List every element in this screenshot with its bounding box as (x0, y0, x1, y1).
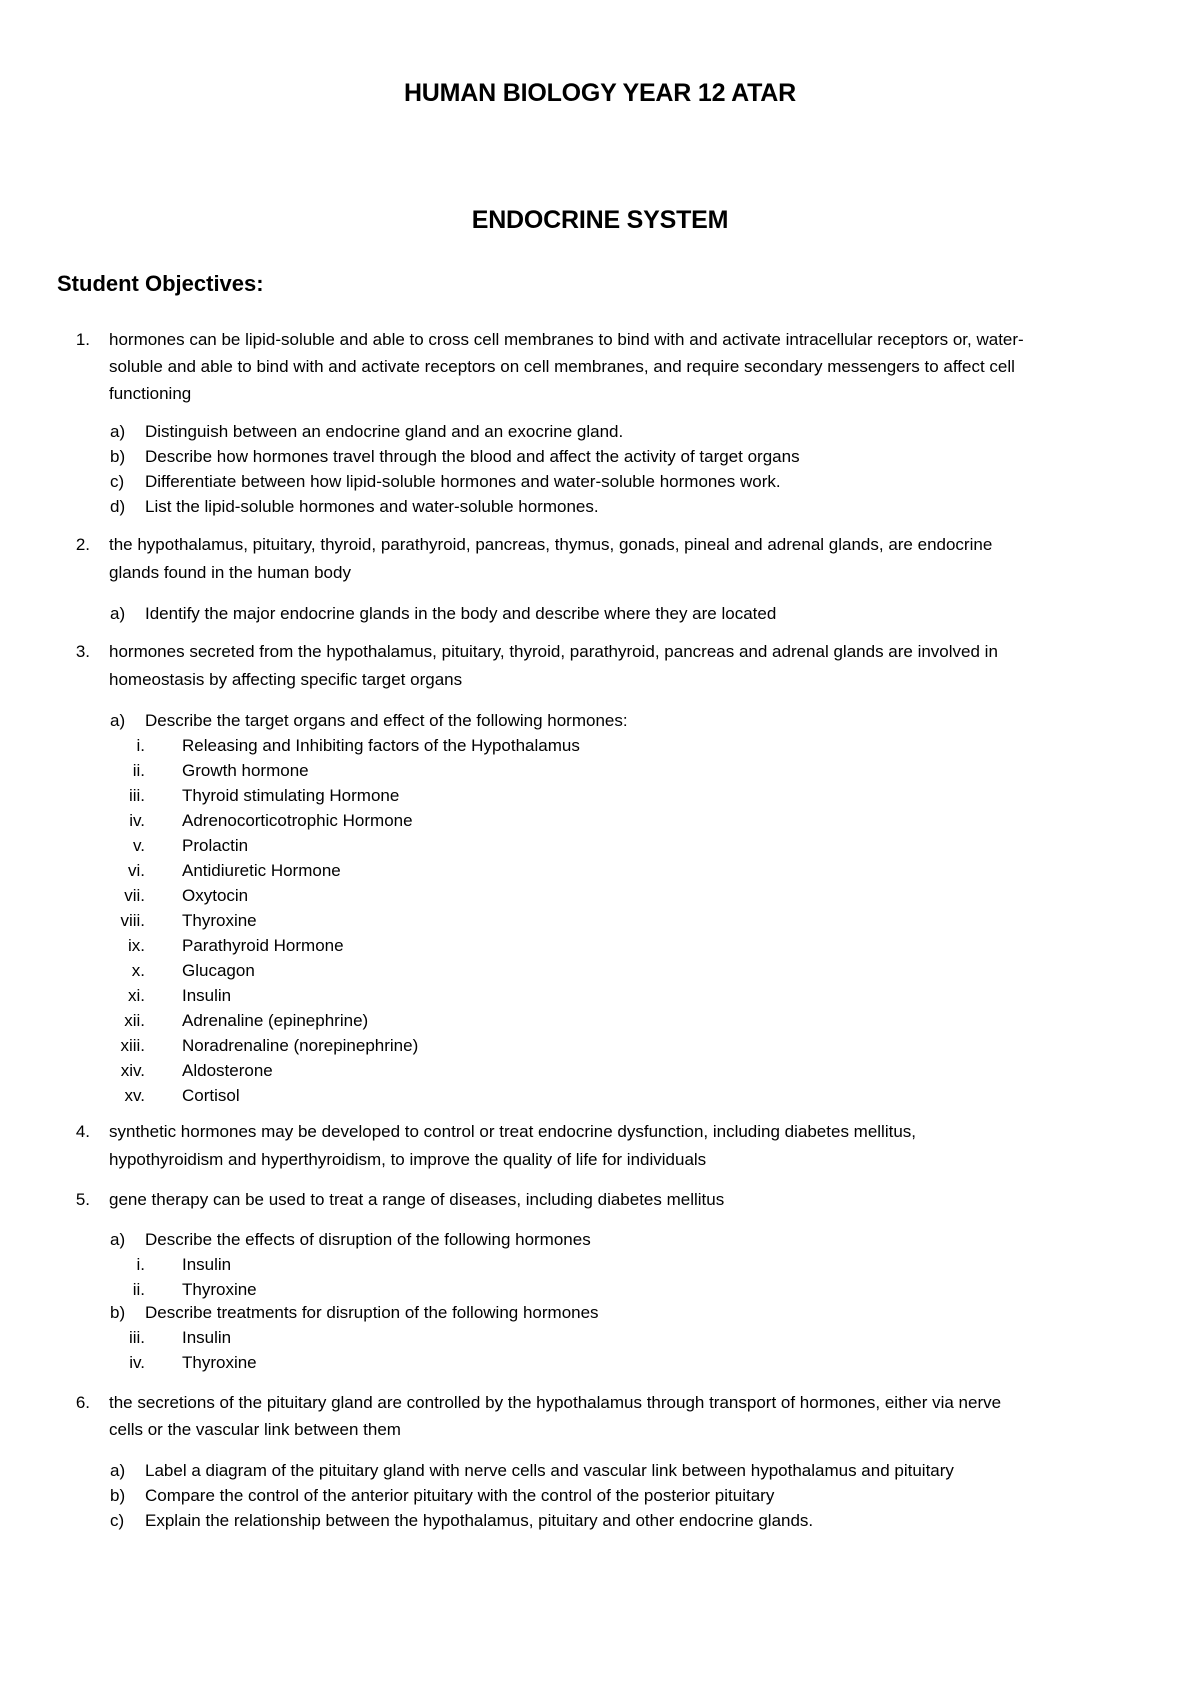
sub-item-text: Describe treatments for disruption of the following hormones (145, 1303, 599, 1322)
objective-text-line: the secretions of the pituitary gland are controlled by the hypothalamus through transport of hormones, either via nerve (109, 1393, 1002, 1412)
sub-item-letter: b) (110, 447, 126, 466)
sub-item-letter: d) (110, 497, 126, 516)
objectives-heading: Student Objectives: (57, 271, 264, 296)
hormone-item: Oxytocin (182, 886, 249, 905)
sub-item-text: Describe the effects of disruption of the following hormones (145, 1230, 591, 1249)
roman-numeral: vii. (124, 886, 145, 905)
roman-numeral: xiii. (120, 1036, 145, 1055)
roman-numeral: ii. (132, 1280, 145, 1299)
objective-number: 6. (75, 1393, 90, 1412)
hormone-item: Adrenaline (epinephrine) (182, 1011, 369, 1030)
hormone-item: Insulin (182, 1255, 232, 1274)
sub-item-text: Label a diagram of the pituitary gland with nerve cells and vascular link between hypothalamus and pituitary (145, 1461, 954, 1480)
hormone-item: Parathyroid Hormone (182, 936, 344, 955)
sub-item-text: Differentiate between how lipid-soluble hormones and water-soluble hormones work. (145, 472, 781, 491)
roman-numeral: x. (131, 961, 145, 980)
sub-item-text: Identify the major endocrine glands in the body and describe where they are located (145, 604, 777, 623)
roman-numeral: iv. (129, 811, 145, 830)
sub-item-letter: b) (110, 1303, 126, 1322)
objective-text-line: soluble and able to bind with and activate receptors on cell membranes, and require secondary messengers to affect cell (109, 357, 1015, 376)
roman-numeral: ix. (128, 936, 145, 955)
hormone-item: Insulin (182, 986, 232, 1005)
objective-text-line: synthetic hormones may be developed to control or treat endocrine dysfunction, including diabetes mellitus, (109, 1122, 917, 1141)
roman-numeral: xi. (128, 986, 145, 1005)
roman-numeral: iii. (128, 786, 145, 805)
sub-item-letter: a) (110, 1230, 126, 1249)
objective-number: 1. (75, 330, 90, 349)
hormone-item: Thyroxine (182, 911, 257, 930)
objective-text-line: glands found in the human body (109, 563, 351, 582)
section-title: ENDOCRINE SYSTEM (471, 206, 729, 234)
objective-text-line: the hypothalamus, pituitary, thyroid, parathyroid, pancreas, thymus, gonads, pineal and adrenal glands, are endocrine (109, 535, 993, 554)
hormone-item: Adrenocorticotrophic Hormone (182, 811, 413, 830)
objective-text-line: cells or the vascular link between them (109, 1420, 401, 1439)
sub-item-letter: a) (110, 711, 126, 730)
sub-item-letter: a) (110, 422, 126, 441)
roman-numeral: viii. (120, 911, 145, 930)
roman-numeral: ii. (132, 761, 145, 780)
hormone-item: Thyroid stimulating Hormone (182, 786, 400, 805)
hormone-item: Noradrenaline (norepinephrine) (182, 1036, 419, 1055)
roman-numeral: i. (136, 1255, 145, 1274)
sub-item-text: Distinguish between an endocrine gland and an exocrine gland. (145, 422, 624, 441)
objective-number: 2. (75, 535, 90, 554)
roman-numeral: iii. (128, 1328, 145, 1347)
hormone-item: Insulin (182, 1328, 232, 1347)
objective-text-line: hypothyroidism and hyperthyroidism, to improve the quality of life for individuals (109, 1150, 707, 1169)
document-title: HUMAN BIOLOGY YEAR 12 ATAR (403, 79, 797, 107)
hormone-item: Glucagon (182, 961, 255, 980)
hormone-item: Cortisol (182, 1086, 240, 1105)
sub-item-letter: c) (110, 1511, 125, 1530)
hormone-item: Antidiuretic Hormone (182, 861, 341, 880)
sub-item-letter: b) (110, 1486, 126, 1505)
objective-text-line: hormones secreted from the hypothalamus, pituitary, thyroid, parathyroid, pancreas and adrenal glands are involved in (109, 642, 998, 661)
roman-numeral: xiv. (120, 1061, 145, 1080)
sub-item-text: Describe how hormones travel through the blood and affect the activity of target organs (145, 447, 800, 466)
roman-numeral: vi. (128, 861, 145, 880)
objective-number: 4. (75, 1122, 90, 1141)
roman-numeral: iv. (129, 1353, 145, 1372)
objective-text-line: functioning (109, 384, 192, 403)
hormone-item: Prolactin (182, 836, 249, 855)
roman-numeral: xii. (124, 1011, 145, 1030)
roman-numeral: i. (136, 736, 145, 755)
sub-item-letter: c) (110, 472, 125, 491)
objective-text-line: hormones can be lipid-soluble and able to cross cell membranes to bind with and activate intracellular receptors or, water- (109, 330, 1024, 349)
hormone-item: Thyroxine (182, 1353, 257, 1372)
objective-number: 5. (75, 1190, 90, 1209)
objective-text-line: homeostasis by affecting specific target organs (109, 670, 463, 689)
hormone-item: Aldosterone (182, 1061, 273, 1080)
sub-item-text: Compare the control of the anterior pituitary with the control of the posterior pituitary (145, 1486, 775, 1505)
sub-item-text: Describe the target organs and effect of the following hormones: (145, 711, 628, 730)
sub-item-text: List the lipid-soluble hormones and water-soluble hormones. (145, 497, 599, 516)
sub-item-letter: a) (110, 604, 126, 623)
hormone-item: Thyroxine (182, 1280, 257, 1299)
roman-numeral: xv. (124, 1086, 145, 1105)
sub-item-text: Explain the relationship between the hypothalamus, pituitary and other endocrine glands. (145, 1511, 814, 1530)
hormone-item: Growth hormone (182, 761, 309, 780)
hormone-item: Releasing and Inhibiting factors of the Hypothalamus (182, 736, 580, 755)
sub-item-letter: a) (110, 1461, 126, 1480)
objective-text-line: gene therapy can be used to treat a range of diseases, including diabetes mellitus (109, 1190, 725, 1209)
objective-number: 3. (75, 642, 90, 661)
roman-numeral: v. (133, 836, 145, 855)
